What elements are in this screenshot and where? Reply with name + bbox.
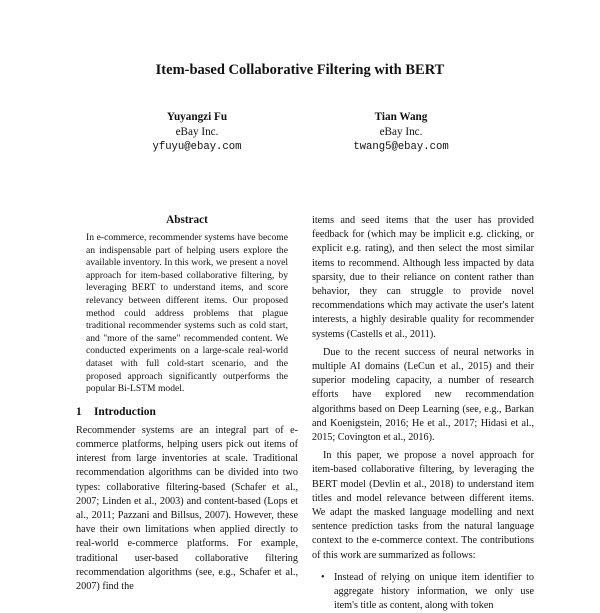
author-affiliation: eBay Inc. — [175, 126, 219, 138]
intro-paragraph: Recommender systems are an integral part of e-commerce platforms, helping users pick out items of interest from large inventories at scale. Traditional recommendation algorithms can be divided into two types: collaborative filtering-based (Schafer et al., 2007; Linden et al., 2003) and content-based (Lops et al., 2011; Pazzani and Billsus, 2007). However, these have their own limitations when applied directly to real-world e-commerce platforms. For example, traditional user-based collaborative filtering recommendation algorithms (see, e.g., Schafer et al., 2007) find the — [76, 424, 298, 592]
bullet-icon: • — [321, 571, 325, 583]
list-item-text: Instead of relying on unique item identifier to aggregate history information, we only use item's title as content, along with token — [334, 571, 534, 612]
section-heading — [76, 406, 298, 418]
section-number: 1 — [76, 405, 82, 418]
body-paragraph: Due to the recent success of neural networks in multiple AI domains (LeCun et al., 2015) and their superior modeling capacity, a number of research efforts have explored new recommendation algorithms based on Deep Learning (see, e.g., Barkan and Koenigstein, 2016; He et al., 2017; Hidasi et al., 2015; Covington et al., 2016). — [312, 346, 534, 444]
body-paragraph: items and seed items that the user has provided feedback for (which may be implicit e.g. clicking, or explicit e.g. rating), and then select the most similar items to recommend. Although less impacted by data sparsity, due to their reliance on content rather than behavior, they can struggle to provide novel recommendations which may activate the user's latent interests, a highly desirable quality for recommender systems (Castells et al., 2011). — [312, 215, 534, 340]
body-paragraph: In this paper, we propose a novel approach for item-based collaborative filtering, by leveraging the BERT model (Devlin et al., 2018) to understand item titles and model relevance between different items. We adapt the masked language modelling and next sentence prediction tasks from the natural language context to the e-commerce context. The contributions of this work are summarized as follows: — [312, 450, 534, 561]
author-name: Yuyangzi Fu — [166, 111, 228, 123]
author-block — [301, 110, 501, 155]
author-block — [97, 110, 297, 155]
author-email: yfuyu@ebay.com — [152, 141, 242, 153]
paper-title: Item-based Collaborative Filtering with BERT — [155, 62, 445, 78]
author-email: twang5@ebay.com — [353, 141, 449, 153]
author-affiliation: eBay Inc. — [379, 126, 423, 138]
right-column — [312, 214, 534, 613]
abstract-text: In e-commerce, recommender systems have become an indispensable part of helping users explore the available inventory. In this work, we present a novel approach for item-based collaborative filtering, by leveraging BERT to understand items, and score relevancy between different items. Our proposed method could address problems that plague traditional recommender systems such as cold start, and "more of the same" recommended content. We conducted experiments on a large-scale real-world dataset with full cold-start scenario, and the proposed approach significantly outperforms the popular Bi-LSTM model. — [86, 232, 288, 395]
list-item — [312, 571, 534, 613]
author-name: Tian Wang — [374, 111, 428, 123]
section-title: Introduction — [94, 405, 156, 418]
contribution-list — [312, 571, 534, 613]
abstract-heading: Abstract — [166, 214, 208, 226]
left-column — [76, 214, 298, 594]
